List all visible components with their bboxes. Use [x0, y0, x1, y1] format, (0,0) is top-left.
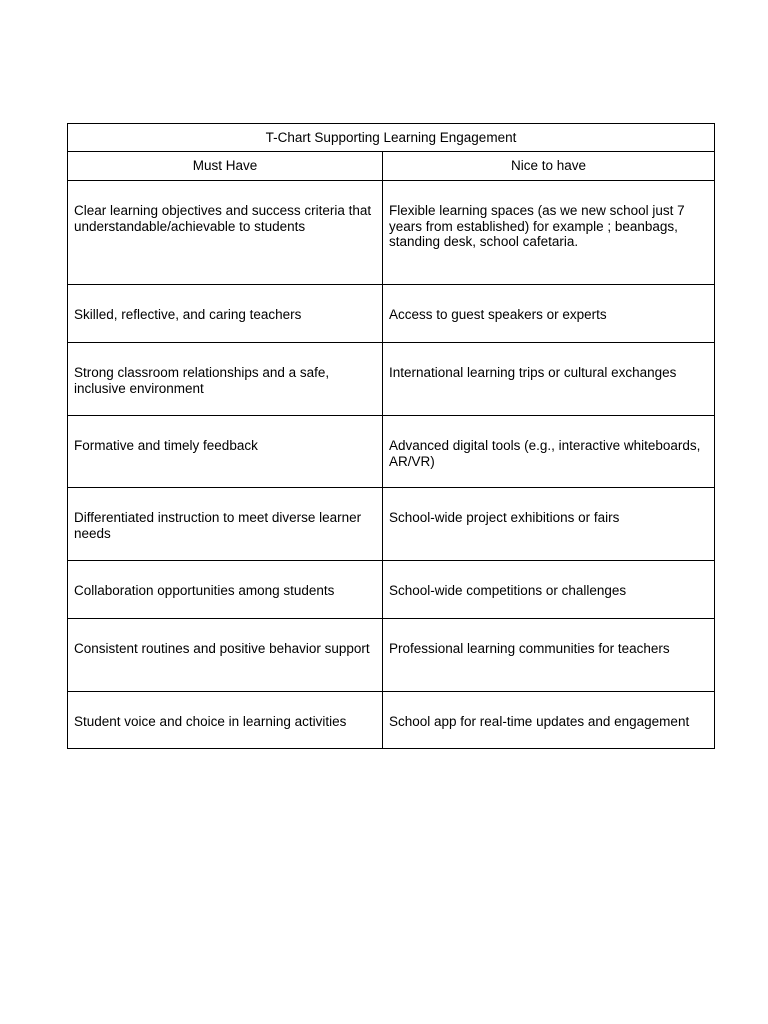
nice-to-have-cell: School app for real-time updates and engagement	[383, 692, 715, 749]
nice-to-have-cell: Advanced digital tools (e.g., interactive whiteboards, AR/VR)	[383, 416, 715, 488]
table-row	[68, 343, 715, 416]
must-have-header: Must Have	[68, 152, 383, 181]
t-chart-table	[67, 123, 715, 749]
must-have-cell: Clear learning objectives and success criteria that understandable/achievable to students	[68, 181, 383, 285]
must-have-cell: Differentiated instruction to meet diverse learner needs	[68, 488, 383, 561]
table-row	[68, 692, 715, 749]
nice-to-have-cell: School-wide project exhibitions or fairs	[383, 488, 715, 561]
must-have-cell: Collaboration opportunities among students	[68, 561, 383, 619]
nice-to-have-cell: School-wide competitions or challenges	[383, 561, 715, 619]
table-row	[68, 488, 715, 561]
table-row	[68, 416, 715, 488]
nice-to-have-cell: Access to guest speakers or experts	[383, 285, 715, 343]
must-have-cell: Consistent routines and positive behavior support	[68, 619, 383, 692]
nice-to-have-cell: Flexible learning spaces (as we new school just 7 years from established) for example ; beanbags, standing desk, school cafetaria.	[383, 181, 715, 285]
nice-to-have-header: Nice to have	[383, 152, 715, 181]
nice-to-have-cell: Professional learning communities for teachers	[383, 619, 715, 692]
table-row	[68, 285, 715, 343]
table-row	[68, 561, 715, 619]
must-have-cell: Formative and timely feedback	[68, 416, 383, 488]
table-row	[68, 181, 715, 285]
header-row	[68, 152, 715, 181]
title-row	[68, 124, 715, 152]
must-have-cell: Student voice and choice in learning activities	[68, 692, 383, 749]
must-have-cell: Strong classroom relationships and a safe, inclusive environment	[68, 343, 383, 416]
t-chart-title: T-Chart Supporting Learning Engagement	[68, 124, 715, 152]
must-have-cell: Skilled, reflective, and caring teachers	[68, 285, 383, 343]
table-row	[68, 619, 715, 692]
nice-to-have-cell: International learning trips or cultural exchanges	[383, 343, 715, 416]
